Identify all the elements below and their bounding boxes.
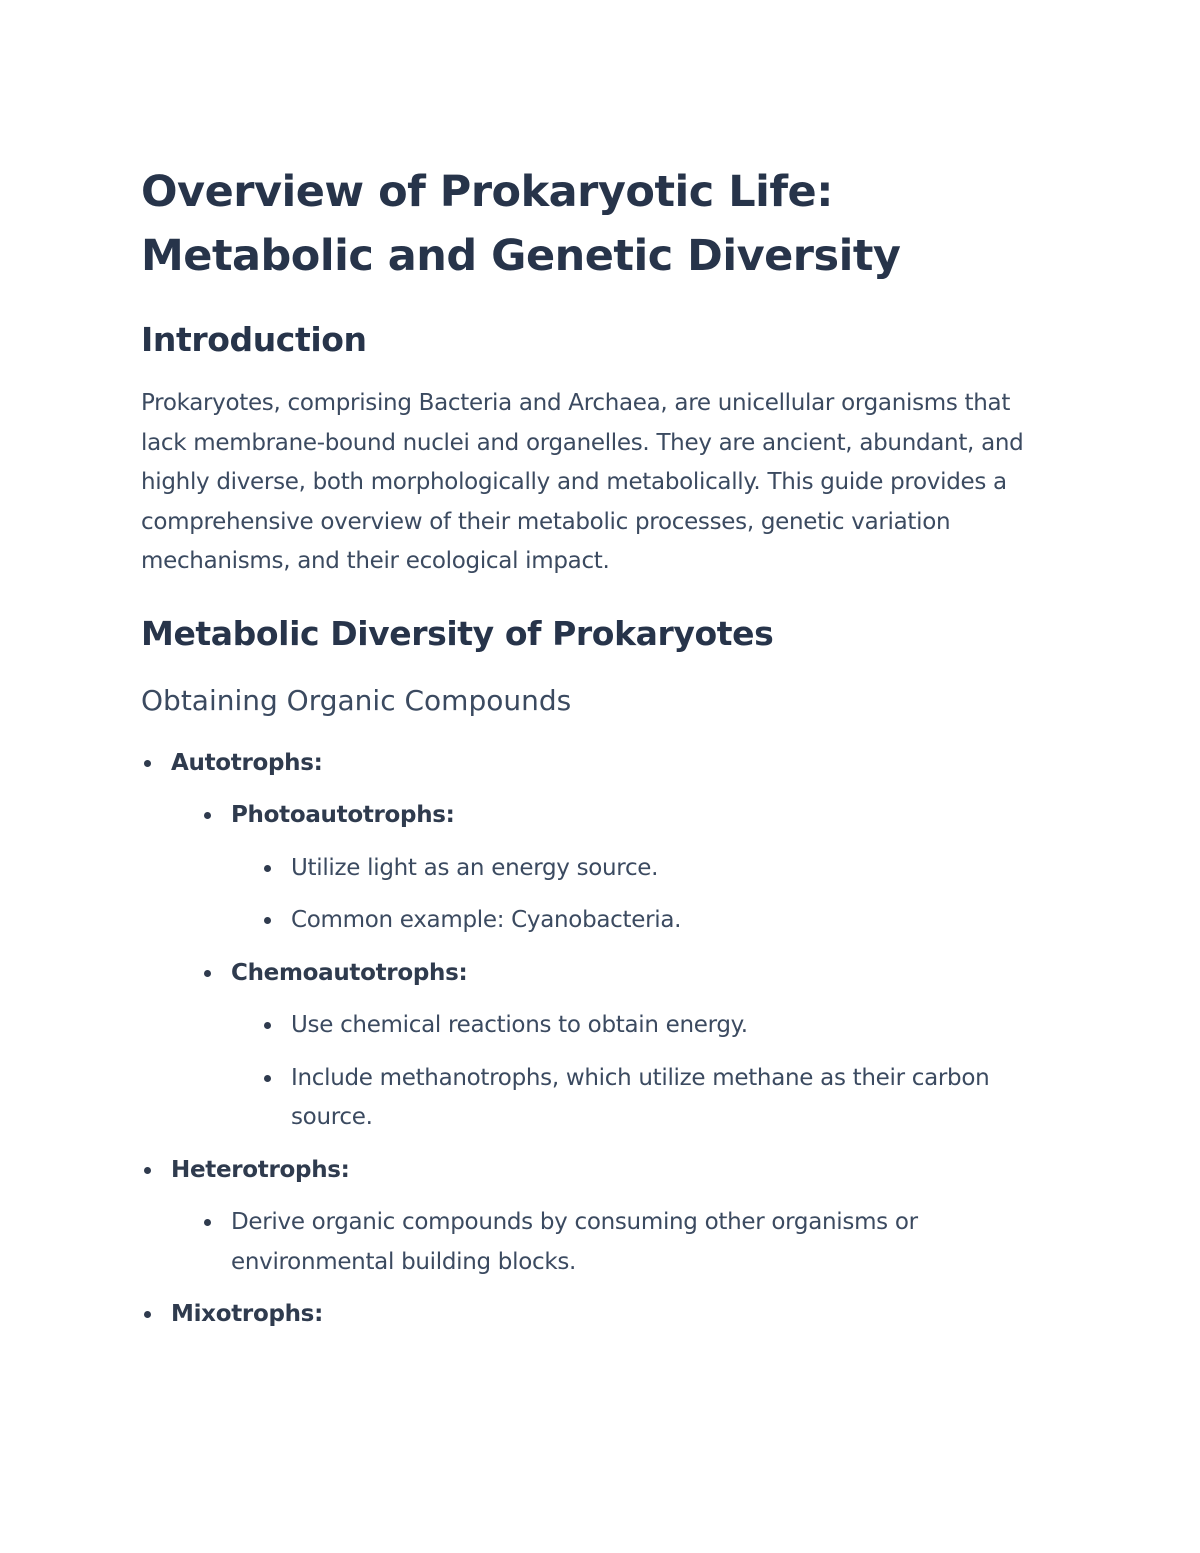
list-item-label: Heterotrophs:: [171, 1156, 350, 1183]
list-item-label: Autotrophs:: [171, 749, 323, 776]
bullet-icon: [144, 760, 151, 767]
list-item-mixotrophs: [141, 1295, 1061, 1335]
list-item-text: Include methanotrophs, which utilize methane as their carbon source.: [291, 1064, 990, 1130]
bullet-icon: [204, 812, 211, 819]
list-item-photoautotrophs: [201, 796, 1061, 941]
section-heading-metabolic-diversity: Metabolic Diversity of Prokaryotes: [141, 613, 774, 653]
bullet-icon: [204, 970, 211, 977]
list-item-label: Mixotrophs:: [171, 1301, 323, 1327]
photoautotroph-points-list: [261, 849, 1061, 941]
autotroph-types-list: [201, 796, 1061, 1138]
section-heading-introduction: Introduction: [141, 320, 367, 359]
bullet-icon: [144, 1167, 151, 1174]
bullet-icon: [204, 1219, 211, 1226]
introduction-paragraph: Prokaryotes, comprising Bacteria and Archaea, are unicellular organisms that lack membrane-bound nuclei and organelles. They are ancient, abundant, and highly diverse, both morphologically and metabolically. This guide provides a comprehensive overview of their metabolic processes, genetic variation mechanisms, and their ecological impact.: [141, 390, 1024, 574]
list-item-text: Utilize light as an energy source.: [291, 854, 659, 881]
bullet-icon: [264, 1022, 271, 1029]
chemoautotroph-points-list: [261, 1006, 1061, 1138]
document-title: Overview of Prokaryotic Life: Metabolic and Genetic Diversity: [141, 167, 901, 281]
list-item-text: Use chemical reactions to obtain energy.: [291, 1012, 748, 1038]
list-item-label: Photoautotrophs:: [231, 802, 455, 828]
trophic-types-list: [141, 744, 1061, 1335]
bullet-icon: [264, 1075, 271, 1082]
list-item-heterotrophs: [141, 1151, 1061, 1283]
document-content: [141, 160, 1061, 1335]
bullet-icon: [144, 1311, 151, 1318]
list-item-label: Chemoautotrophs:: [231, 959, 468, 986]
heterotroph-points-list: [201, 1203, 1061, 1282]
list-item-autotrophs: [141, 744, 1061, 1138]
list-item-text: Common example: Cyanobacteria.: [291, 907, 682, 933]
bullet-icon: [264, 917, 271, 924]
subsection-heading-obtaining-organic-compounds: Obtaining Organic Compounds: [141, 683, 572, 717]
list-item: [261, 901, 1061, 941]
list-item-text: Derive organic compounds by consuming other organisms or environmental building blocks.: [231, 1209, 918, 1275]
list-item-chemoautotrophs: [201, 954, 1061, 1138]
list-item: [261, 1006, 1061, 1046]
list-item: [261, 1059, 1061, 1138]
list-item: [201, 1203, 1061, 1282]
list-item: [261, 849, 1061, 889]
bullet-icon: [264, 865, 271, 872]
